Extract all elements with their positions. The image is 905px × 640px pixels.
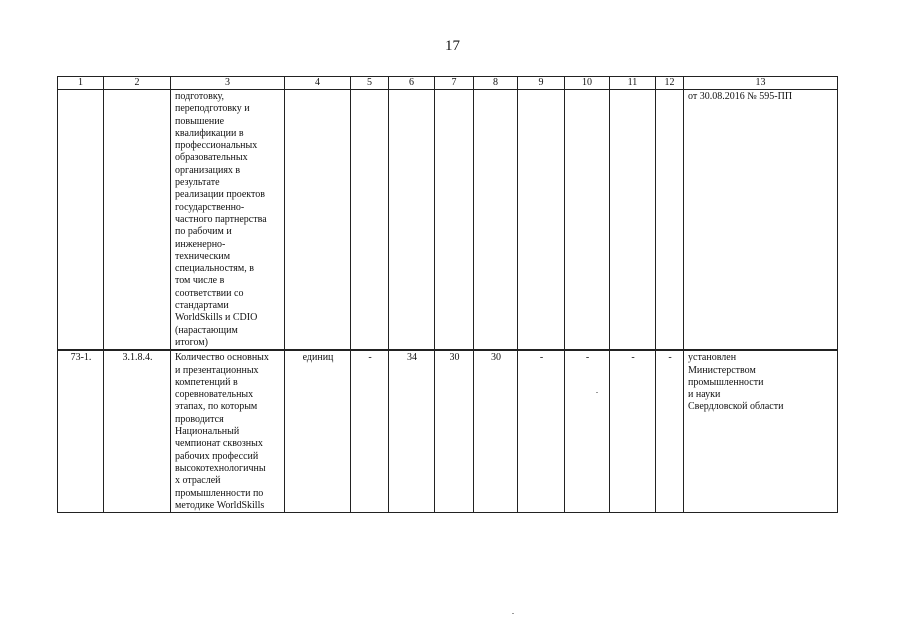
column-number: 10 <box>565 77 610 90</box>
value-cell <box>389 90 435 351</box>
value-cell: - <box>518 350 565 512</box>
column-number: 6 <box>389 77 435 90</box>
column-number: 11 <box>610 77 656 90</box>
value-cell: - <box>351 350 389 512</box>
column-number: 9 <box>518 77 565 90</box>
row-number-cell: 73-1. <box>58 350 104 512</box>
indicator-name-cell: подготовку, переподготовку и повышение квалификации в профессиональных образовательных организациях в результате реализации проектов государственно- частного партнерства по рабочим и инженерно- техническим специальностям, в том числе в соответствии со стандартами WorldSkills и CDIO (нарастающим итогом) <box>171 90 285 351</box>
unit-cell <box>285 90 351 351</box>
value-cell <box>474 90 518 351</box>
value-cell <box>656 90 684 351</box>
source-cell: от 30.08.2016 № 595-ПП <box>684 90 838 351</box>
indicator-table <box>57 76 838 513</box>
column-number: 2 <box>104 77 171 90</box>
value-cell <box>610 90 656 351</box>
value-cell: - <box>656 350 684 512</box>
column-number: 13 <box>684 77 838 90</box>
value-cell <box>565 90 610 351</box>
value-cell: 30 <box>474 350 518 512</box>
column-number: 5 <box>351 77 389 90</box>
value-cell: 34 <box>389 350 435 512</box>
value-cell <box>518 90 565 351</box>
table-row <box>58 350 838 512</box>
item-code-cell: 3.1.8.4. <box>104 350 171 512</box>
column-number: 7 <box>435 77 474 90</box>
value-cell: 30 <box>435 350 474 512</box>
value-cell: - <box>610 350 656 512</box>
page-number: 17 <box>445 38 460 54</box>
column-number: 1 <box>58 77 104 90</box>
column-number-row <box>58 77 838 90</box>
column-number: 12 <box>656 77 684 90</box>
value-cell: - <box>565 350 610 512</box>
column-number: 4 <box>285 77 351 90</box>
scan-speck <box>512 613 514 614</box>
source-cell: установлен Министерством промышленности и науки Свердловской области <box>684 350 838 512</box>
row-number-cell <box>58 90 104 351</box>
column-number: 8 <box>474 77 518 90</box>
indicator-name-cell: Количество основных и презентационных компетенций в соревновательных этапах, по которым проводится Национальный чемпионат сквозных рабочих профессий высокотехнологичны х отраслей промышленности по методике WorldSkills <box>171 350 285 512</box>
item-code-cell <box>104 90 171 351</box>
scan-speck <box>596 392 598 393</box>
value-cell <box>351 90 389 351</box>
unit-cell: единиц <box>285 350 351 512</box>
table-row <box>58 90 838 351</box>
column-number: 3 <box>171 77 285 90</box>
value-cell <box>435 90 474 351</box>
